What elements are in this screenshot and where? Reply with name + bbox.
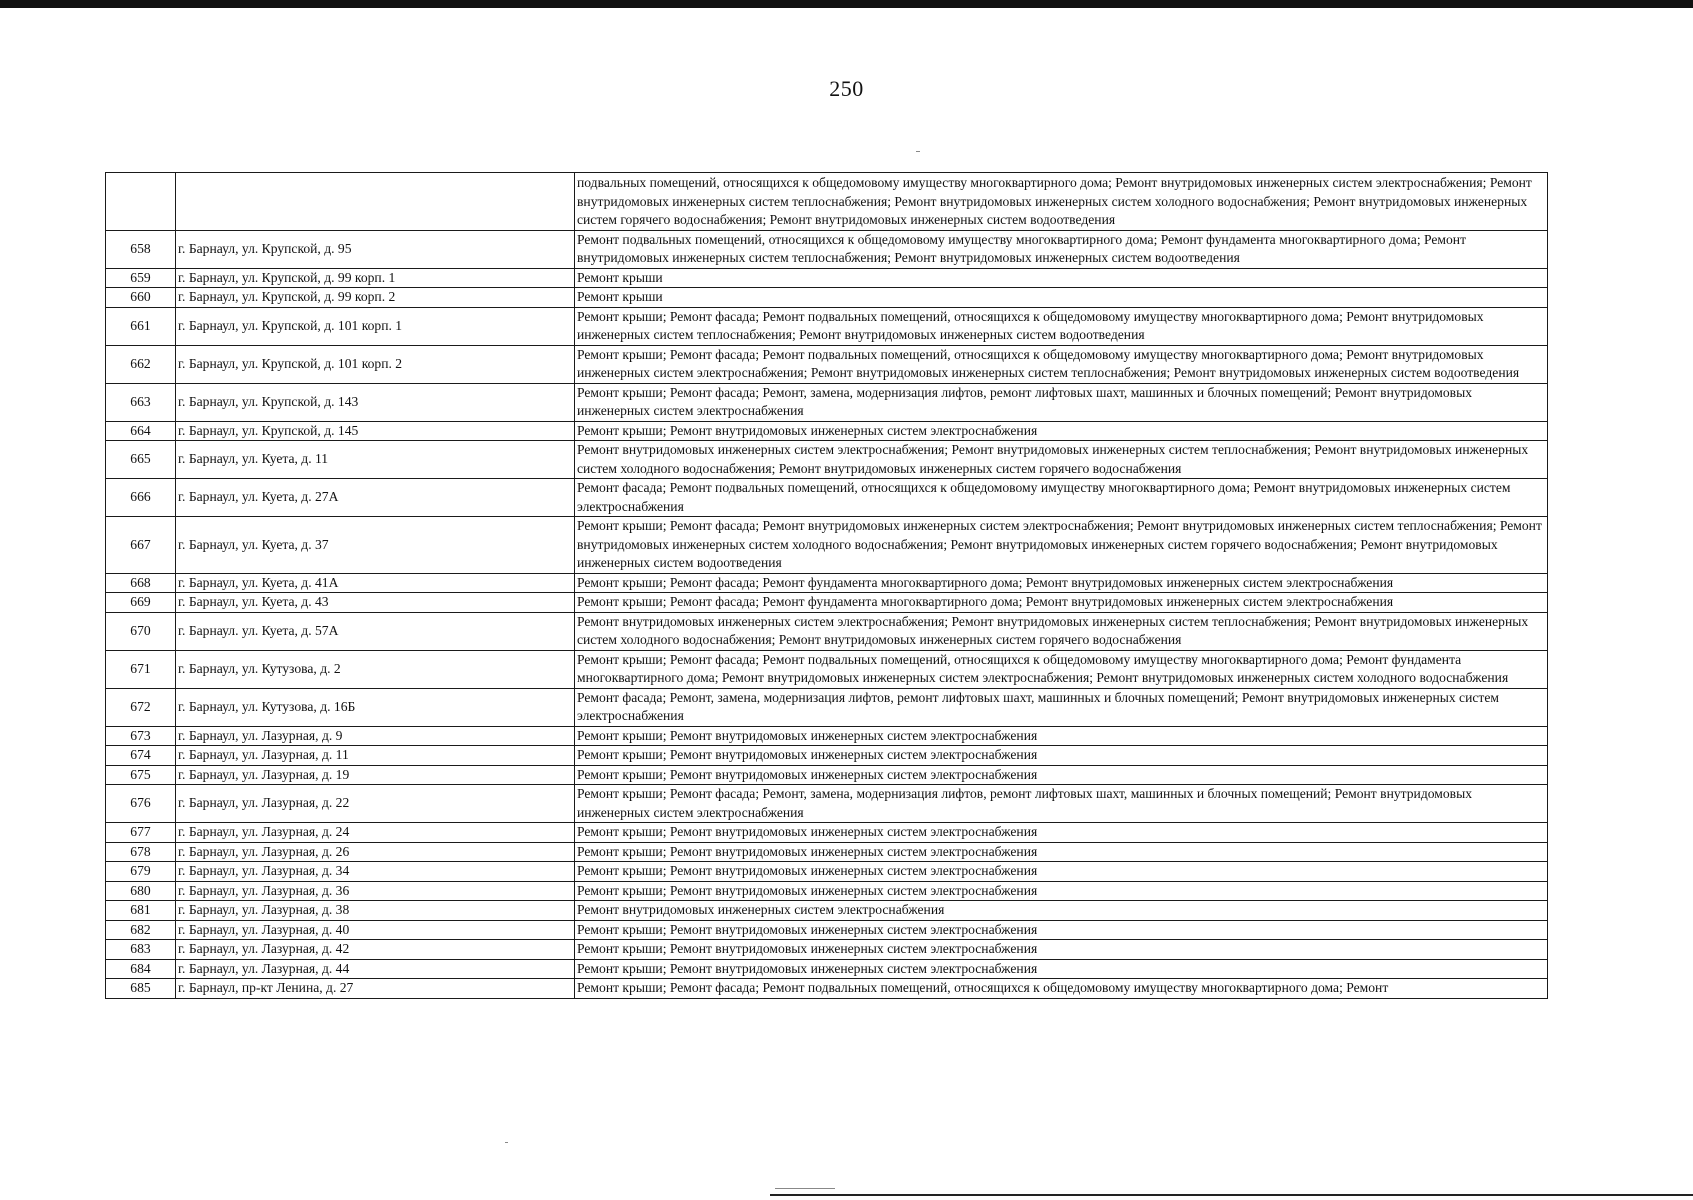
works-cell: Ремонт фасада; Ремонт, замена, модернизация лифтов, ремонт лифтовых шахт, машинных и блочных помещений; Ремонт внутридомовых инженерных систем электроснабжения: [575, 688, 1548, 726]
table-row: [106, 593, 1548, 613]
address-cell: г. Барнаул, ул. Куета, д. 27А: [176, 479, 575, 517]
table-row: [106, 901, 1548, 921]
works-cell: Ремонт внутридомовых инженерных систем электроснабжения; Ремонт внутридомовых инженерных систем теплоснабжения; Ремонт внутридомовых инженерных систем холодного водоснабжения; Ремонт внутридомовых инженерных систем горячего водоснабжения: [575, 441, 1548, 479]
row-number-cell: 676: [106, 785, 176, 823]
address-cell: г. Барнаул, ул. Куета, д. 41А: [176, 573, 575, 593]
works-cell: Ремонт крыши; Ремонт внутридомовых инженерных систем электроснабжения: [575, 765, 1548, 785]
table-row: [106, 979, 1548, 999]
address-cell: г. Барнаул, ул. Лазурная, д. 44: [176, 959, 575, 979]
works-cell: Ремонт крыши; Ремонт фасада; Ремонт подвальных помещений, относящихся к общедомовому имуществу многоквартирного дома; Ремонт: [575, 979, 1548, 999]
address-cell: г. Барнаул, ул. Лазурная, д. 36: [176, 881, 575, 901]
address-cell: г. Барнаул, ул. Лазурная, д. 9: [176, 726, 575, 746]
address-cell: г. Барнаул, ул. Куета, д. 43: [176, 593, 575, 613]
row-number-cell: 666: [106, 479, 176, 517]
works-cell: подвальных помещений, относящихся к общедомовому имуществу многоквартирного дома; Ремонт внутридомовых инженерных систем электроснабжения; Ремонт внутридомовых инженерных систем теплоснабжения; Ремонт внутридомовых инженерных систем холодного водоснабжения; Ремонт внутридомовых инженерных систем горячего водоснабжения; Ремонт внутридомовых инженерных систем водоотведения: [575, 173, 1548, 231]
table-row: [106, 307, 1548, 345]
address-cell: г. Барнаул, ул. Лазурная, д. 38: [176, 901, 575, 921]
works-cell: Ремонт крыши: [575, 268, 1548, 288]
scan-top-border: [0, 0, 1693, 8]
address-cell: г. Барнаул, ул. Лазурная, д. 11: [176, 746, 575, 766]
works-cell: Ремонт крыши; Ремонт внутридомовых инженерных систем электроснабжения: [575, 881, 1548, 901]
table-row: [106, 573, 1548, 593]
works-cell: Ремонт крыши; Ремонт внутридомовых инженерных систем электроснабжения: [575, 746, 1548, 766]
row-number-cell: 672: [106, 688, 176, 726]
table-row: [106, 345, 1548, 383]
works-cell: Ремонт крыши; Ремонт фасада; Ремонт подвальных помещений, относящихся к общедомовому имуществу многоквартирного дома; Ремонт внутридомовых инженерных систем электроснабжения; Ремонт внутридомовых инженерных систем теплоснабжения; Ремонт внутридомовых инженерных систем водоотведения: [575, 345, 1548, 383]
address-cell: г. Барнаул, ул. Лазурная, д. 40: [176, 920, 575, 940]
row-number-cell: 683: [106, 940, 176, 960]
works-cell: Ремонт крыши; Ремонт фасада; Ремонт подвальных помещений, относящихся к общедомовому имуществу многоквартирного дома; Ремонт фундамента многоквартирного дома; Ремонт внутридомовых инженерных систем электроснабжения; Ремонт внутридомовых инженерных систем холодного водоснабжения: [575, 650, 1548, 688]
address-cell: г. Барнаул, ул. Лазурная, д. 19: [176, 765, 575, 785]
address-cell: г. Барнаул, ул. Куета, д. 11: [176, 441, 575, 479]
works-cell: Ремонт крыши; Ремонт внутридомовых инженерных систем электроснабжения: [575, 823, 1548, 843]
address-cell: г. Барнаул, ул. Лазурная, д. 34: [176, 862, 575, 882]
row-number-cell: 685: [106, 979, 176, 999]
table-row: [106, 726, 1548, 746]
row-number-cell: 684: [106, 959, 176, 979]
address-cell: [176, 173, 575, 231]
table-row: [106, 517, 1548, 574]
address-cell: г. Барнаул, ул. Кутузова, д. 2: [176, 650, 575, 688]
table-row: [106, 441, 1548, 479]
works-cell: Ремонт крыши: [575, 288, 1548, 308]
table-row: [106, 746, 1548, 766]
row-number-cell: 681: [106, 901, 176, 921]
address-cell: г. Барнаул, ул. Куета, д. 37: [176, 517, 575, 574]
row-number-cell: 663: [106, 383, 176, 421]
table-row: [106, 230, 1548, 268]
row-number-cell: 665: [106, 441, 176, 479]
table-row: [106, 959, 1548, 979]
address-cell: г. Барнаул, ул. Лазурная, д. 42: [176, 940, 575, 960]
row-number-cell: 659: [106, 268, 176, 288]
works-cell: Ремонт крыши; Ремонт фасада; Ремонт внутридомовых инженерных систем электроснабжения; Ремонт внутридомовых инженерных систем теплоснабжения; Ремонт внутридомовых инженерных систем холодного водоснабжения; Ремонт внутридомовых инженерных систем горячего водоснабжения; Ремонт внутридомовых инженерных систем водоотведения: [575, 517, 1548, 574]
address-cell: г. Барнаул, ул. Крупской, д. 99 корп. 1: [176, 268, 575, 288]
row-number-cell: 677: [106, 823, 176, 843]
scan-bottom-border: [770, 1194, 1693, 1196]
scan-speck: [505, 1142, 508, 1143]
table-row: [106, 383, 1548, 421]
row-number-cell: 671: [106, 650, 176, 688]
address-cell: г. Барнаул, ул. Крупской, д. 145: [176, 421, 575, 441]
scan-speck: [775, 1188, 835, 1189]
row-number-cell: 668: [106, 573, 176, 593]
row-number-cell: 670: [106, 612, 176, 650]
address-cell: г. Барнаул. ул. Куета, д. 57А: [176, 612, 575, 650]
row-number-cell: [106, 173, 176, 231]
address-cell: г. Барнаул, ул. Лазурная, д. 26: [176, 842, 575, 862]
table-row: [106, 479, 1548, 517]
address-cell: г. Барнаул, ул. Крупской, д. 101 корп. 2: [176, 345, 575, 383]
row-number-cell: 662: [106, 345, 176, 383]
address-cell: г. Барнаул, ул. Крупской, д. 99 корп. 2: [176, 288, 575, 308]
works-cell: Ремонт подвальных помещений, относящихся к общедомовому имуществу многоквартирного дома; Ремонт фундамента многоквартирного дома; Ремонт внутридомовых инженерных систем теплоснабжения; Ремонт внутридомовых инженерных систем водоотведения: [575, 230, 1548, 268]
row-number-cell: 678: [106, 842, 176, 862]
works-cell: Ремонт крыши; Ремонт фасада; Ремонт фундамента многоквартирного дома; Ремонт внутридомовых инженерных систем электроснабжения: [575, 573, 1548, 593]
address-cell: г. Барнаул, ул. Лазурная, д. 22: [176, 785, 575, 823]
table-row: [106, 650, 1548, 688]
works-cell: Ремонт внутридомовых инженерных систем электроснабжения; Ремонт внутридомовых инженерных систем теплоснабжения; Ремонт внутридомовых инженерных систем холодного водоснабжения; Ремонт внутридомовых инженерных систем горячего водоснабжения: [575, 612, 1548, 650]
table-row: [106, 842, 1548, 862]
table-row: [106, 920, 1548, 940]
table-row-continuation: [106, 173, 1548, 231]
works-register-table: [105, 172, 1548, 999]
row-number-cell: 675: [106, 765, 176, 785]
table-row: [106, 785, 1548, 823]
table-row: [106, 940, 1548, 960]
address-cell: г. Барнаул, ул. Крупской, д. 143: [176, 383, 575, 421]
address-cell: г. Барнаул, ул. Крупской, д. 95: [176, 230, 575, 268]
works-cell: Ремонт крыши; Ремонт фасада; Ремонт, замена, модернизация лифтов, ремонт лифтовых шахт, машинных и блочных помещений; Ремонт внутридомовых инженерных систем электроснабжения: [575, 383, 1548, 421]
table-row: [106, 688, 1548, 726]
row-number-cell: 674: [106, 746, 176, 766]
works-cell: Ремонт внутридомовых инженерных систем электроснабжения: [575, 901, 1548, 921]
works-cell: Ремонт фасада; Ремонт подвальных помещений, относящихся к общедомовому имуществу многоквартирного дома; Ремонт внутридомовых инженерных систем электроснабжения: [575, 479, 1548, 517]
table-row: [106, 823, 1548, 843]
works-cell: Ремонт крыши; Ремонт фасада; Ремонт подвальных помещений, относящихся к общедомовому имуществу многоквартирного дома; Ремонт внутридомовых инженерных систем теплоснабжения; Ремонт внутридомовых инженерных систем водоотведения: [575, 307, 1548, 345]
address-cell: г. Барнаул, пр-кт Ленина, д. 27: [176, 979, 575, 999]
works-cell: Ремонт крыши; Ремонт фасада; Ремонт, замена, модернизация лифтов, ремонт лифтовых шахт, машинных и блочных помещений; Ремонт внутридомовых инженерных систем электроснабжения: [575, 785, 1548, 823]
page-number: 250: [829, 76, 864, 101]
scan-speck: [916, 151, 920, 152]
address-cell: г. Барнаул, ул. Крупской, д. 101 корп. 1: [176, 307, 575, 345]
works-cell: Ремонт крыши; Ремонт внутридомовых инженерных систем электроснабжения: [575, 940, 1548, 960]
row-number-cell: 673: [106, 726, 176, 746]
row-number-cell: 682: [106, 920, 176, 940]
table-row: [106, 765, 1548, 785]
row-number-cell: 679: [106, 862, 176, 882]
row-number-cell: 661: [106, 307, 176, 345]
table-row: [106, 881, 1548, 901]
works-cell: Ремонт крыши; Ремонт внутридомовых инженерных систем электроснабжения: [575, 726, 1548, 746]
row-number-cell: 667: [106, 517, 176, 574]
table-body: [106, 173, 1548, 999]
table-row: [106, 612, 1548, 650]
row-number-cell: 669: [106, 593, 176, 613]
row-number-cell: 680: [106, 881, 176, 901]
table-row: [106, 268, 1548, 288]
table-row: [106, 421, 1548, 441]
row-number-cell: 664: [106, 421, 176, 441]
row-number-cell: 658: [106, 230, 176, 268]
works-cell: Ремонт крыши; Ремонт внутридомовых инженерных систем электроснабжения: [575, 959, 1548, 979]
works-cell: Ремонт крыши; Ремонт внутридомовых инженерных систем электроснабжения: [575, 842, 1548, 862]
works-cell: Ремонт крыши; Ремонт внутридомовых инженерных систем электроснабжения: [575, 920, 1548, 940]
works-cell: Ремонт крыши; Ремонт внутридомовых инженерных систем электроснабжения: [575, 421, 1548, 441]
row-number-cell: 660: [106, 288, 176, 308]
works-cell: Ремонт крыши; Ремонт внутридомовых инженерных систем электроснабжения: [575, 862, 1548, 882]
works-cell: Ремонт крыши; Ремонт фасада; Ремонт фундамента многоквартирного дома; Ремонт внутридомовых инженерных систем электроснабжения: [575, 593, 1548, 613]
address-cell: г. Барнаул, ул. Кутузова, д. 16Б: [176, 688, 575, 726]
table-row: [106, 862, 1548, 882]
address-cell: г. Барнаул, ул. Лазурная, д. 24: [176, 823, 575, 843]
table-row: [106, 288, 1548, 308]
